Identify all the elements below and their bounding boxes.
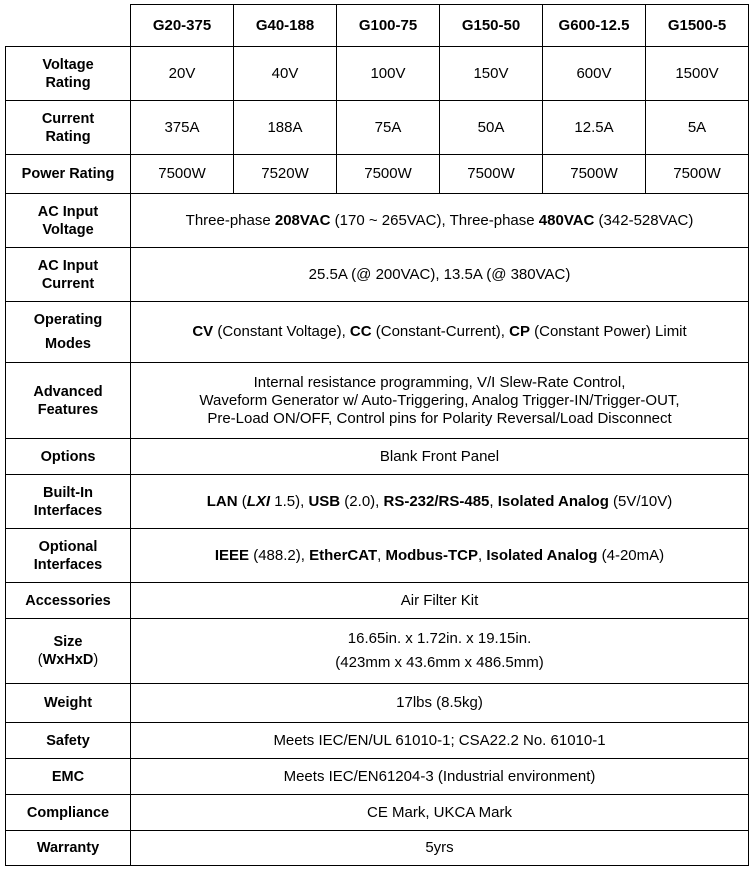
- model-header: G150-50: [440, 5, 543, 47]
- advanced-features-row: [6, 363, 749, 439]
- row-label-weight: Weight: [6, 684, 131, 723]
- label-line: Size: [53, 634, 83, 650]
- text-run: Three-phase: [185, 211, 275, 229]
- optional-interfaces-row: [6, 529, 749, 583]
- text-run-bold: RS-232/RS-485: [383, 492, 490, 510]
- current-rating-cell: 75A: [337, 101, 440, 155]
- feature-line: Internal resistance programming, V/I Slew-Rate Control,: [253, 373, 626, 391]
- voltage-rating-cell: 1500V: [646, 47, 749, 101]
- compliance-cell: CE Mark, UKCA Mark: [131, 795, 749, 831]
- ac-input-voltage-row: [6, 194, 749, 248]
- row-label-power-rating: Power Rating: [6, 155, 131, 194]
- text-run-bold: Isolated Analog: [497, 492, 609, 510]
- row-label-safety: Safety: [6, 723, 131, 759]
- text-run-bold: 208VAC: [274, 211, 331, 229]
- options-cell: Blank Front Panel: [131, 439, 749, 475]
- label-line: Modes: [45, 336, 91, 352]
- weight-cell: 17lbs (8.5kg): [131, 684, 749, 723]
- label-line: Current: [41, 275, 95, 292]
- operating-modes-row: [6, 302, 749, 363]
- current-rating-row: [6, 101, 749, 155]
- text-run: 1.5),: [270, 492, 309, 510]
- text-run-bold: IEEE: [214, 546, 250, 564]
- builtin-interfaces-row: [6, 475, 749, 529]
- text-run: (5V/10V): [608, 492, 673, 510]
- warranty-row: [6, 831, 749, 866]
- text-run: ,: [377, 546, 386, 564]
- label-line: Advanced: [33, 383, 103, 400]
- label-line: Optional: [38, 538, 98, 555]
- text-run-bold: Modbus-TCP: [385, 546, 478, 564]
- ac-input-voltage-cell: [131, 194, 749, 248]
- current-rating-cell: 5A: [646, 101, 749, 155]
- model-header: G100-75: [337, 5, 440, 47]
- text-run-bold: LAN: [206, 492, 238, 510]
- power-rating-cell: 7500W: [337, 155, 440, 194]
- label-line: Current: [41, 110, 95, 127]
- text-run: (170 ~ 265VAC), Three-phase: [330, 211, 539, 229]
- paren: (: [37, 652, 43, 668]
- row-label-ac-input-current: [6, 248, 131, 302]
- row-label-operating-modes: [6, 302, 131, 363]
- header-row: [6, 5, 749, 47]
- label-line: [10, 651, 126, 669]
- row-label-warranty: Warranty: [6, 831, 131, 866]
- ac-input-current-cell: 25.5A (@ 200VAC), 13.5A (@ 380VAC): [131, 248, 749, 302]
- row-label-builtin-interfaces: [6, 475, 131, 529]
- current-rating-cell: 12.5A: [543, 101, 646, 155]
- paren: ): [93, 652, 99, 668]
- row-label-advanced-features: [6, 363, 131, 439]
- label-line: Interfaces: [33, 556, 103, 573]
- label-line: Rating: [45, 128, 91, 145]
- label-line: Rating: [45, 74, 91, 91]
- text-run-bold: Isolated Analog: [486, 546, 598, 564]
- label-text: WxHxD: [42, 652, 94, 668]
- current-rating-cell: 375A: [131, 101, 234, 155]
- options-row: [6, 439, 749, 475]
- text-run-bold: CV: [192, 323, 214, 340]
- weight-row: [6, 684, 749, 723]
- optional-interfaces-cell: [131, 529, 749, 583]
- spec-table: [5, 4, 749, 866]
- text-run: (342-528VAC): [594, 211, 694, 229]
- text-run: (Constant Voltage),: [213, 323, 350, 340]
- row-label-accessories: Accessories: [6, 583, 131, 619]
- voltage-rating-cell: 100V: [337, 47, 440, 101]
- voltage-rating-cell: 20V: [131, 47, 234, 101]
- text-run: (Constant Power) Limit: [529, 323, 687, 340]
- text-run-bold: USB: [308, 492, 341, 510]
- label-line: AC Input: [37, 203, 99, 220]
- emc-row: [6, 759, 749, 795]
- text-run-bold-italic: LXI: [246, 492, 271, 510]
- accessories-cell: Air Filter Kit: [131, 583, 749, 619]
- builtin-interfaces-cell: [131, 475, 749, 529]
- advanced-features-cell: [131, 363, 749, 439]
- label-line: Operating: [33, 312, 103, 328]
- compliance-row: [6, 795, 749, 831]
- row-label-compliance: Compliance: [6, 795, 131, 831]
- model-header: G20-375: [131, 5, 234, 47]
- model-header: G600-12.5: [543, 5, 646, 47]
- row-label-current-rating: [6, 101, 131, 155]
- text-run-bold: CP: [509, 323, 530, 340]
- current-rating-cell: 50A: [440, 101, 543, 155]
- power-rating-cell: 7500W: [131, 155, 234, 194]
- model-header: G1500-5: [646, 5, 749, 47]
- model-header: G40-188: [234, 5, 337, 47]
- row-label-size: [6, 619, 131, 684]
- power-rating-cell: 7500W: [646, 155, 749, 194]
- accessories-row: [6, 583, 749, 619]
- text-run: ,: [489, 492, 498, 510]
- text-run: (: [237, 492, 247, 510]
- emc-cell: Meets IEC/EN61204-3 (Industrial environment): [131, 759, 749, 795]
- voltage-rating-cell: 600V: [543, 47, 646, 101]
- row-label-optional-interfaces: [6, 529, 131, 583]
- ac-input-current-row: [6, 248, 749, 302]
- voltage-rating-cell: 150V: [440, 47, 543, 101]
- text-run: (4-20mA): [597, 546, 665, 564]
- power-rating-cell: 7500W: [543, 155, 646, 194]
- size-row: [6, 619, 749, 684]
- corner-cell: [6, 5, 131, 47]
- text-run: (Constant-Current),: [371, 323, 510, 340]
- label-line: AC Input: [37, 257, 99, 274]
- text-run: ,: [477, 546, 487, 564]
- row-label-options: Options: [6, 439, 131, 475]
- feature-line: Waveform Generator w/ Auto-Triggering, Analog Trigger-IN/Trigger-OUT,: [199, 391, 680, 409]
- label-line: Voltage: [42, 221, 94, 238]
- voltage-rating-row: [6, 47, 749, 101]
- power-rating-row: [6, 155, 749, 194]
- label-line: Built-In: [43, 484, 93, 501]
- feature-line: Pre-Load ON/OFF, Control pins for Polarity Reversal/Load Disconnect: [207, 409, 672, 427]
- label-line: Features: [37, 401, 99, 418]
- voltage-rating-cell: 40V: [234, 47, 337, 101]
- warranty-cell: 5yrs: [131, 831, 749, 866]
- text-run: (2.0),: [340, 492, 384, 510]
- size-mm: (423mm x 43.6mm x 486.5mm): [335, 654, 544, 671]
- text-run-bold: CC: [349, 323, 372, 340]
- size-cell: [131, 619, 749, 684]
- current-rating-cell: 188A: [234, 101, 337, 155]
- row-label-emc: EMC: [6, 759, 131, 795]
- power-rating-cell: 7520W: [234, 155, 337, 194]
- label-line: Voltage: [42, 56, 94, 73]
- row-label-voltage-rating: [6, 47, 131, 101]
- safety-row: [6, 723, 749, 759]
- text-run: (488.2),: [249, 546, 310, 564]
- safety-cell: Meets IEC/EN/UL 61010-1; CSA22.2 No. 61010-1: [131, 723, 749, 759]
- power-rating-cell: 7500W: [440, 155, 543, 194]
- size-inches: 16.65in. x 1.72in. x 19.15in.: [347, 630, 532, 647]
- row-label-ac-input-voltage: [6, 194, 131, 248]
- text-run-bold: EtherCAT: [309, 546, 378, 564]
- text-run-bold: 480VAC: [538, 211, 595, 229]
- label-line: Interfaces: [33, 502, 103, 519]
- operating-modes-cell: [131, 302, 749, 363]
